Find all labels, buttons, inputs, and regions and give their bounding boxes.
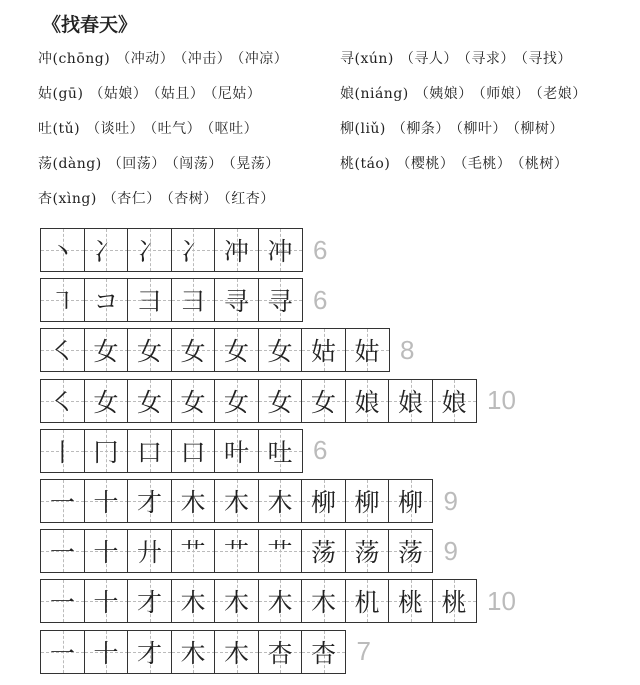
stroke-cell bbox=[40, 228, 85, 272]
vocab-headword: 荡(dàng) bbox=[38, 156, 102, 172]
stroke-cell bbox=[84, 579, 129, 623]
stroke-glyph: 女 bbox=[267, 387, 293, 417]
stroke-glyph: 十 bbox=[93, 538, 119, 568]
vocab-word: （柳树） bbox=[512, 121, 564, 137]
stroke-glyph: 桃 bbox=[441, 588, 467, 618]
stroke-cell bbox=[40, 579, 85, 623]
stroke-glyph: 杏 bbox=[267, 638, 293, 668]
stroke-cell bbox=[40, 328, 85, 372]
vocab-headword: 娘(niáng) bbox=[340, 86, 409, 102]
stroke-cell bbox=[127, 529, 172, 573]
stroke-glyph: 彐 bbox=[136, 287, 162, 317]
vocab-word: （谈吐） bbox=[86, 121, 145, 137]
vocab-word: （晃荡） bbox=[228, 156, 280, 172]
stroke-cell bbox=[40, 429, 85, 473]
vocab-headword: 柳(liǔ) bbox=[340, 121, 386, 137]
stroke-cell bbox=[127, 228, 172, 272]
vocab-line bbox=[340, 118, 570, 138]
stroke-glyph: 木 bbox=[267, 488, 293, 517]
stroke-glyph: 冂 bbox=[93, 437, 119, 467]
stroke-count: 6 bbox=[313, 234, 328, 265]
stroke-cell bbox=[301, 328, 346, 372]
stroke-glyph: 桃 bbox=[397, 588, 423, 618]
stroke-cell bbox=[84, 630, 129, 674]
stroke-cell bbox=[214, 579, 259, 623]
stroke-glyph: 冫 bbox=[180, 237, 206, 266]
vocab-word: （柳条） bbox=[391, 121, 450, 137]
stroke-cell bbox=[214, 278, 259, 322]
vocab-word: （师娘） bbox=[478, 86, 530, 102]
stroke-cell bbox=[345, 579, 390, 623]
stroke-glyph: 寻 bbox=[223, 287, 249, 317]
stroke-glyph: 木 bbox=[267, 588, 293, 618]
stroke-glyph: 十 bbox=[93, 488, 119, 517]
vocab-line bbox=[38, 118, 264, 138]
stroke-cell bbox=[432, 579, 477, 623]
stroke-cell bbox=[40, 278, 85, 322]
stroke-glyph: 木 bbox=[223, 638, 249, 668]
vocab-word: （回荡） bbox=[107, 156, 166, 172]
stroke-cell bbox=[127, 278, 172, 322]
stroke-glyph: 荡 bbox=[310, 538, 336, 568]
stroke-glyph: 才 bbox=[136, 638, 162, 668]
stroke-glyph: 叶 bbox=[223, 437, 249, 467]
stroke-cell bbox=[258, 228, 303, 272]
stroke-cell bbox=[388, 479, 433, 523]
stroke-glyph: 艹 bbox=[180, 538, 206, 568]
vocab-line bbox=[38, 188, 281, 208]
vocab-line bbox=[38, 153, 286, 173]
stroke-glyph: 一 bbox=[49, 488, 75, 517]
vocab-word: （冲动） bbox=[116, 51, 175, 67]
stroke-cell bbox=[258, 379, 303, 423]
stroke-glyph: 女 bbox=[267, 337, 293, 367]
stroke-row bbox=[40, 328, 414, 372]
vocab-headword: 吐(tǔ) bbox=[38, 121, 81, 137]
stroke-glyph: 才 bbox=[136, 488, 162, 517]
vocab-headword: 桃(táo) bbox=[340, 156, 391, 172]
stroke-cell bbox=[127, 379, 172, 423]
stroke-cell bbox=[214, 529, 259, 573]
stroke-row bbox=[40, 529, 458, 573]
stroke-glyph: ㇛ bbox=[49, 387, 75, 417]
stroke-glyph: 廾 bbox=[136, 538, 162, 568]
page-title: 《找春天》 bbox=[42, 14, 138, 36]
stroke-cell bbox=[214, 379, 259, 423]
stroke-glyph: 十 bbox=[93, 638, 119, 668]
stroke-cell bbox=[258, 630, 303, 674]
vocab-word: （闯荡） bbox=[171, 156, 223, 172]
stroke-cell bbox=[84, 228, 129, 272]
vocab-word: （杏仁） bbox=[102, 191, 161, 207]
stroke-glyph: 寻 bbox=[267, 287, 293, 317]
stroke-cell bbox=[301, 529, 346, 573]
stroke-glyph: 艹 bbox=[223, 538, 249, 568]
stroke-cell bbox=[40, 479, 85, 523]
vocab-headword: 姑(gū) bbox=[38, 86, 84, 102]
stroke-cell bbox=[388, 379, 433, 423]
stroke-cell bbox=[171, 328, 216, 372]
stroke-glyph: 女 bbox=[93, 337, 119, 367]
stroke-cell bbox=[258, 328, 303, 372]
vocab-headword: 寻(xún) bbox=[340, 51, 394, 67]
stroke-cell bbox=[301, 579, 346, 623]
stroke-cell bbox=[388, 529, 433, 573]
stroke-glyph: 女 bbox=[180, 387, 206, 417]
stroke-cell bbox=[84, 328, 129, 372]
stroke-glyph: 一 bbox=[49, 638, 75, 668]
stroke-glyph: 木 bbox=[180, 488, 206, 517]
stroke-glyph: コ bbox=[93, 287, 119, 317]
stroke-glyph: 女 bbox=[223, 387, 249, 417]
stroke-cell bbox=[171, 529, 216, 573]
vocab-word: （桃树） bbox=[517, 156, 569, 172]
vocab-line bbox=[38, 48, 294, 68]
stroke-cell bbox=[171, 479, 216, 523]
vocab-line bbox=[340, 153, 574, 173]
stroke-cell bbox=[127, 328, 172, 372]
stroke-count: 7 bbox=[356, 636, 371, 667]
stroke-cell bbox=[40, 529, 85, 573]
vocab-word: （毛桃） bbox=[460, 156, 512, 172]
vocab-word: （老娘） bbox=[535, 86, 587, 102]
stroke-cell bbox=[84, 429, 129, 473]
stroke-cell bbox=[84, 479, 129, 523]
stroke-glyph: 木 bbox=[223, 588, 249, 618]
stroke-cell bbox=[345, 379, 390, 423]
vocab-word: （柳叶） bbox=[455, 121, 507, 137]
stroke-cell bbox=[345, 328, 390, 372]
vocab-word: （吐气） bbox=[150, 121, 202, 137]
stroke-glyph: 机 bbox=[354, 588, 380, 618]
stroke-glyph: 彐 bbox=[180, 287, 206, 317]
stroke-cell bbox=[127, 630, 172, 674]
stroke-cell bbox=[84, 278, 129, 322]
vocab-word: （尼姑） bbox=[210, 86, 262, 102]
vocab-headword: 冲(chōng) bbox=[38, 51, 111, 67]
stroke-cell bbox=[258, 429, 303, 473]
stroke-glyph: 才 bbox=[136, 588, 162, 618]
stroke-cell bbox=[127, 579, 172, 623]
stroke-cell bbox=[40, 630, 85, 674]
stroke-row bbox=[40, 579, 516, 623]
stroke-glyph: 一 bbox=[49, 588, 75, 618]
stroke-cell bbox=[127, 479, 172, 523]
vocab-word: （寻人） bbox=[399, 51, 458, 67]
stroke-cell bbox=[84, 379, 129, 423]
stroke-glyph: 一 bbox=[49, 538, 75, 568]
stroke-glyph: 吐 bbox=[267, 437, 293, 467]
vocab-word: （樱桃） bbox=[396, 156, 455, 172]
vocab-word: （冲击） bbox=[180, 51, 232, 67]
stroke-glyph: 木 bbox=[223, 488, 249, 517]
vocab-headword: 杏(xìng) bbox=[38, 191, 97, 207]
stroke-cell bbox=[40, 379, 85, 423]
stroke-cell bbox=[214, 630, 259, 674]
vocab-word: （姨娘） bbox=[414, 86, 473, 102]
stroke-cell bbox=[345, 479, 390, 523]
stroke-count: 8 bbox=[400, 334, 415, 365]
stroke-cell bbox=[301, 630, 346, 674]
stroke-glyph: 口 bbox=[136, 437, 162, 467]
stroke-glyph: 女 bbox=[93, 387, 119, 417]
stroke-cell bbox=[214, 429, 259, 473]
stroke-glyph: 姑 bbox=[310, 337, 336, 367]
stroke-glyph: 十 bbox=[93, 588, 119, 618]
stroke-glyph: ㇕ bbox=[49, 287, 75, 317]
stroke-cell bbox=[171, 579, 216, 623]
stroke-glyph: 杏 bbox=[310, 638, 336, 668]
stroke-cell bbox=[171, 379, 216, 423]
stroke-glyph: 女 bbox=[310, 387, 336, 417]
stroke-glyph: ㇛ bbox=[49, 337, 75, 367]
vocab-line bbox=[38, 83, 267, 103]
stroke-glyph: 口 bbox=[180, 437, 206, 467]
vocab-word: （姑且） bbox=[153, 86, 205, 102]
stroke-count: 6 bbox=[313, 435, 328, 466]
stroke-row bbox=[40, 379, 516, 423]
vocab-word: （冲凉） bbox=[237, 51, 289, 67]
stroke-glyph: 冲 bbox=[223, 237, 249, 266]
vocab-line bbox=[340, 83, 593, 103]
stroke-row bbox=[40, 630, 371, 674]
stroke-cell bbox=[301, 479, 346, 523]
stroke-glyph: 女 bbox=[136, 387, 162, 417]
stroke-glyph: 娘 bbox=[354, 387, 380, 417]
stroke-cell bbox=[345, 529, 390, 573]
stroke-row bbox=[40, 479, 458, 523]
stroke-glyph: 娘 bbox=[441, 387, 467, 417]
stroke-count: 9 bbox=[443, 535, 458, 566]
stroke-cell bbox=[301, 379, 346, 423]
stroke-glyph: 娘 bbox=[397, 387, 423, 417]
stroke-cell bbox=[258, 529, 303, 573]
stroke-glyph: 荡 bbox=[354, 538, 380, 568]
stroke-glyph: 女 bbox=[136, 337, 162, 367]
stroke-glyph: 冫 bbox=[93, 237, 119, 266]
stroke-cell bbox=[171, 429, 216, 473]
stroke-glyph: 姑 bbox=[354, 337, 380, 367]
stroke-row bbox=[40, 228, 327, 272]
stroke-cell bbox=[388, 579, 433, 623]
stroke-glyph: 荡 bbox=[397, 538, 423, 568]
stroke-cell bbox=[258, 579, 303, 623]
stroke-row bbox=[40, 429, 327, 473]
vocab-word: （杏树） bbox=[166, 191, 218, 207]
stroke-glyph: 艹 bbox=[267, 538, 293, 568]
stroke-cell bbox=[214, 228, 259, 272]
stroke-count: 10 bbox=[487, 585, 516, 616]
stroke-glyph: 柳 bbox=[354, 488, 380, 517]
stroke-cell bbox=[84, 529, 129, 573]
stroke-cell bbox=[258, 479, 303, 523]
vocab-word: （红杏） bbox=[223, 191, 275, 207]
stroke-glyph: 木 bbox=[180, 638, 206, 668]
stroke-glyph: 丨 bbox=[49, 437, 75, 467]
stroke-count: 9 bbox=[443, 485, 458, 516]
stroke-glyph: 冫 bbox=[136, 237, 162, 266]
stroke-cell bbox=[432, 379, 477, 423]
stroke-cell bbox=[214, 479, 259, 523]
stroke-glyph: 柳 bbox=[310, 488, 336, 517]
vocab-word: （寻求） bbox=[463, 51, 515, 67]
stroke-glyph: 木 bbox=[310, 588, 336, 618]
stroke-glyph: 柳 bbox=[397, 488, 423, 517]
vocab-word: （呕吐） bbox=[207, 121, 259, 137]
stroke-count: 10 bbox=[487, 385, 516, 416]
stroke-glyph: 女 bbox=[180, 337, 206, 367]
stroke-cell bbox=[171, 630, 216, 674]
stroke-cell bbox=[258, 278, 303, 322]
stroke-cell bbox=[171, 278, 216, 322]
vocab-word: （寻找） bbox=[520, 51, 572, 67]
stroke-glyph: 丶 bbox=[49, 237, 75, 266]
stroke-cell bbox=[127, 429, 172, 473]
vocab-word: （姑娘） bbox=[89, 86, 148, 102]
stroke-count: 6 bbox=[313, 284, 328, 315]
stroke-glyph: 女 bbox=[223, 337, 249, 367]
vocab-line bbox=[340, 48, 578, 68]
stroke-cell bbox=[214, 328, 259, 372]
stroke-glyph: 冲 bbox=[267, 237, 293, 266]
stroke-row bbox=[40, 278, 327, 322]
stroke-glyph: 木 bbox=[180, 588, 206, 618]
stroke-cell bbox=[171, 228, 216, 272]
